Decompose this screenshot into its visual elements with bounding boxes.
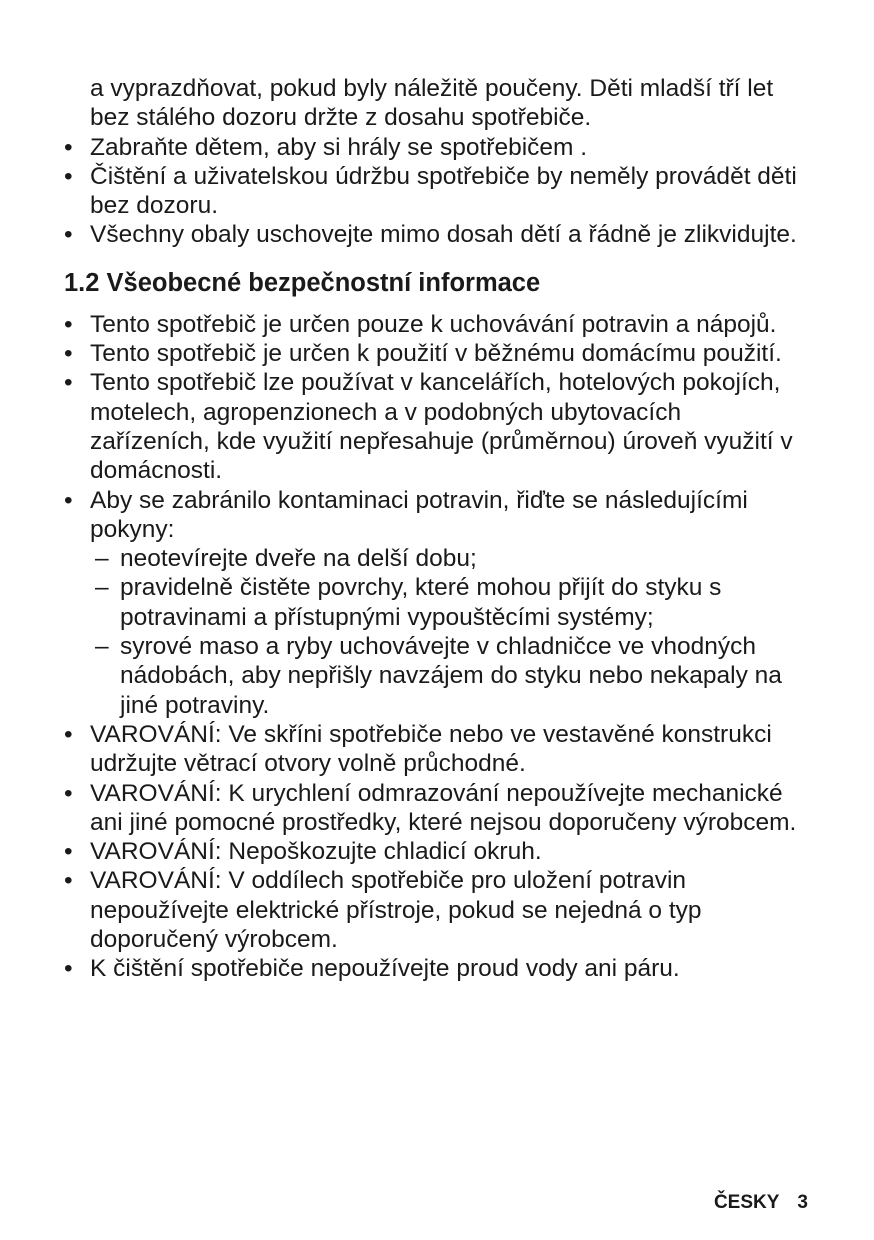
warning-item: • VAROVÁNÍ: Ve skříni spotřebiče nebo ve vestavěné konstrukci udržujte větrací otvory volně průchodné.: [64, 720, 800, 779]
list-item: • Všechny obaly uschovejte mimo dosah dětí a řádně je zlikvidujte.: [64, 220, 800, 249]
section-heading: 1.2 Všeobecné bezpečnostní informace: [64, 268, 541, 297]
continued-paragraph: a vyprazdňovat, pokud byly náležitě poučeny. Děti mladší tří let bez stálého dozoru držte z dosahu spotřebiče.: [90, 75, 774, 132]
sub-list-item: – syrové maso a ryby uchovávejte v chladničce ve vhodných nádobách, aby nepřišly navzájem do styku nebo nekapaly na jiné potraviny.: [90, 632, 800, 720]
list-item: • Zabraňte dětem, aby si hrály se spotřebičem .: [64, 133, 800, 162]
page-footer: [714, 1191, 808, 1215]
dash-sub-list: [90, 544, 800, 720]
list-item-with-subitems: [64, 486, 800, 720]
footer-language: ČESKY: [713, 1192, 780, 1213]
sub-list-item: – neotevírejte dveře na delší dobu;: [90, 544, 800, 573]
list-item: • K čištění spotřebiče nepoužívejte proud vody ani páru.: [64, 954, 800, 983]
list-item: • Tento spotřebič je určen k použití v běžnému domácímu použití.: [64, 339, 800, 368]
warning-item: • VAROVÁNÍ: V oddílech spotřebiče pro uložení potravin nepoužívejte elektrické přístroje, pokud se nejedná o typ doporučený výrobcem.: [64, 866, 800, 954]
list-item: • Čištění a uživatelskou údržbu spotřebiče by neměly provádět děti bez dozoru.: [64, 162, 800, 221]
warning-item: • VAROVÁNÍ: K urychlení odmrazování nepoužívejte mechanické ani jiné pomocné prostředky, které nejsou doporučeny výrobcem.: [64, 779, 800, 838]
sub-list-item: – pravidelně čistěte povrchy, které mohou přijít do styku s potravinami a přístupnými vypouštěcími systémy;: [90, 573, 800, 632]
list-item: • Tento spotřebič je určen pouze k uchovávání potravin a nápojů.: [64, 310, 800, 339]
warning-item: • VAROVÁNÍ: Nepoškozujte chladicí okruh.: [64, 837, 800, 866]
intro-bullet-list: [64, 133, 800, 250]
list-item: • Tento spotřebič lze používat v kancelářích, hotelových pokojích, motelech, agropenzionech a v podobných ubytovacích zařízeních, kde využití nepřesahuje (průměrnou) úroveň využití v domácnosti.: [64, 368, 800, 485]
document-page: [64, 74, 800, 984]
safety-bullet-list: [64, 310, 800, 984]
list-item-text: Aby se zabránilo kontaminaci potravin, řiďte se následujícími pokyny:: [90, 486, 748, 543]
page-number: 3: [797, 1192, 808, 1213]
